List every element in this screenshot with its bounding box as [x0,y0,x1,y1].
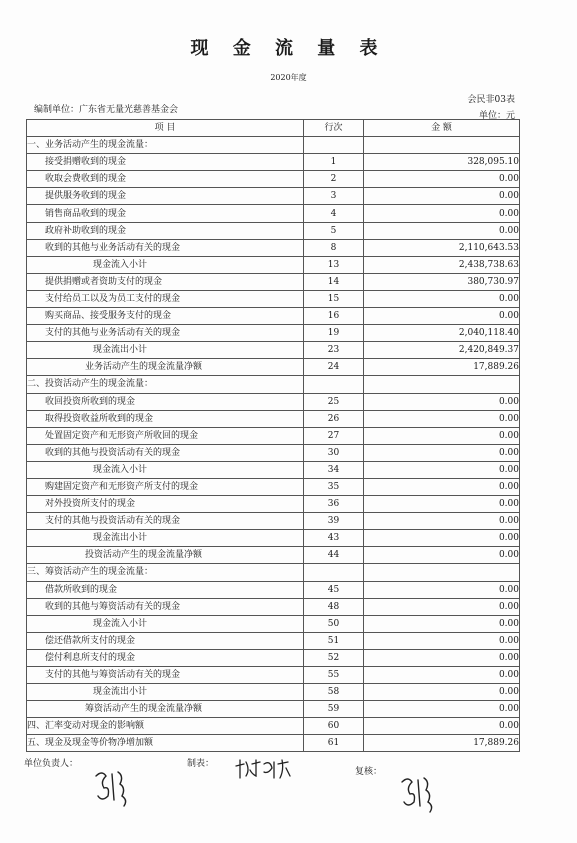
table-row [27,273,520,290]
table-row [27,325,520,342]
row-item-label: 现金流入小计 [27,461,304,478]
row-amount: 0.00 [364,290,520,307]
row-item-label: 处置固定资产和无形资产所收回的现金 [27,427,304,444]
row-amount: 0.00 [364,171,520,188]
row-amount [364,137,520,154]
row-amount: 0.00 [364,701,520,718]
row-line-number: 43 [304,530,364,547]
row-amount: 0.00 [364,410,520,427]
table-row [27,290,520,307]
table-row [27,410,520,427]
row-item-label: 收取会费收到的现金 [27,171,304,188]
row-amount: 0.00 [364,444,520,461]
row-amount: 0.00 [364,461,520,478]
row-line-number: 48 [304,598,364,615]
row-item-label: 接受捐赠收到的现金 [27,154,304,171]
row-line-number: 13 [304,256,364,273]
row-line-number: 50 [304,615,364,632]
table-row [27,649,520,666]
row-line-number: 58 [304,684,364,701]
table-row [27,496,520,513]
report-title: 现 金 流 量 表 [190,38,387,59]
row-amount: 328,095.10 [364,154,520,171]
row-line-number: 3 [304,188,364,205]
table-row [27,718,520,735]
table-row [27,256,520,273]
currency-unit: 单位：元 [478,111,515,121]
header-amount: 金 额 [364,120,520,137]
row-amount: 2,420,849.37 [364,342,520,359]
table-row [27,239,520,256]
table-row [27,632,520,649]
row-line-number: 25 [304,393,364,410]
row-amount: 0.00 [364,393,520,410]
table-row [27,461,520,478]
table-row [27,376,520,393]
row-line-number: 59 [304,701,364,718]
row-line-number: 36 [304,496,364,513]
row-item-label: 政府补助收到的现金 [27,222,304,239]
row-amount: 0.00 [364,427,520,444]
row-line-number: 8 [304,239,364,256]
row-item-label: 支付给员工以及为员工支付的现金 [27,290,304,307]
form-code: 会民非03表 [467,95,515,105]
row-amount: 0.00 [364,684,520,701]
row-amount: 0.00 [364,547,520,564]
table-row [27,154,520,171]
row-amount: 0.00 [364,718,520,735]
table-row [27,530,520,547]
row-item-label: 现金流入小计 [27,615,304,632]
row-line-number: 51 [304,632,364,649]
row-line-number [304,376,364,393]
row-amount: 0.00 [364,308,520,325]
row-item-label: 收到的其他与投资活动有关的现金 [27,444,304,461]
row-amount [364,564,520,581]
row-line-number: 19 [304,325,364,342]
row-amount: 380,730.97 [364,273,520,290]
row-amount: 0.00 [364,513,520,530]
row-item-label: 销售商品收到的现金 [27,205,304,222]
row-item-label: 支付的其他与筹资活动有关的现金 [27,667,304,684]
row-line-number: 52 [304,649,364,666]
row-line-number: 2 [304,171,364,188]
table-row [27,701,520,718]
table-row [27,547,520,564]
row-item-label: 收到的其他与业务活动有关的现金 [27,239,304,256]
row-line-number: 27 [304,427,364,444]
row-item-label: 借款所收到的现金 [27,581,304,598]
row-item-label: 筹资活动产生的现金流量净额 [27,701,304,718]
row-line-number: 23 [304,342,364,359]
row-amount: 2,438,738.63 [364,256,520,273]
table-row [27,188,520,205]
row-amount: 0.00 [364,581,520,598]
table-row [27,308,520,325]
header-item: 项 目 [27,120,304,137]
row-amount: 0.00 [364,222,520,239]
row-item-label: 偿付利息所支付的现金 [27,649,304,666]
row-amount: 0.00 [364,496,520,513]
manager-label: 单位负责人： [24,759,79,769]
row-amount: 0.00 [364,667,520,684]
table-row [27,393,520,410]
table-row [27,359,520,376]
row-line-number: 16 [304,308,364,325]
row-amount: 17,889.26 [364,359,520,376]
row-line-number: 60 [304,718,364,735]
row-line-number [304,564,364,581]
row-amount: 0.00 [364,188,520,205]
row-item-label: 提供捐赠或者资助支付的现金 [27,273,304,290]
reviewer-label: 复核： [355,767,383,777]
row-line-number: 15 [304,290,364,307]
row-line-number: 61 [304,735,364,752]
table-row [27,581,520,598]
row-amount [364,376,520,393]
table-row [27,735,520,752]
row-amount: 0.00 [364,478,520,495]
row-line-number [304,137,364,154]
row-item-label: 现金流入小计 [27,256,304,273]
row-item-label: 收回投资所收到的现金 [27,393,304,410]
row-amount: 0.00 [364,205,520,222]
row-line-number: 55 [304,667,364,684]
table-row [27,444,520,461]
row-line-number: 1 [304,154,364,171]
table-row [27,513,520,530]
row-amount: 0.00 [364,530,520,547]
table-row [27,427,520,444]
row-item-label: 取得投资收益所收到的现金 [27,410,304,427]
cash-flow-table [26,119,520,752]
row-item-label: 三、筹资活动产生的现金流量： [27,564,304,581]
table-row [27,667,520,684]
row-line-number: 45 [304,581,364,598]
row-amount: 2,110,643.53 [364,239,520,256]
row-line-number: 39 [304,513,364,530]
row-item-label: 现金流出小计 [27,342,304,359]
row-line-number: 44 [304,547,364,564]
table-row [27,684,520,701]
row-item-label: 购建固定资产和无形资产所支付的现金 [27,478,304,495]
row-item-label: 提供服务收到的现金 [27,188,304,205]
row-item-label: 五、现金及现金等价物净增加额 [27,735,304,752]
row-item-label: 购买商品、接受服务支付的现金 [27,308,304,325]
row-line-number: 14 [304,273,364,290]
row-item-label: 投资活动产生的现金流量净额 [27,547,304,564]
row-item-label: 对外投资所支付的现金 [27,496,304,513]
row-item-label: 一、业务活动产生的现金流量： [27,137,304,154]
row-item-label: 二、投资活动产生的现金流量： [27,376,304,393]
row-line-number: 4 [304,205,364,222]
preparer-signature [234,758,292,780]
row-item-label: 偿还借款所支付的现金 [27,632,304,649]
row-line-number: 5 [304,222,364,239]
report-year: 2020年度 [270,73,307,82]
table-row [27,137,520,154]
table-body [27,137,520,752]
row-amount: 0.00 [364,598,520,615]
row-item-label: 业务活动产生的现金流量净额 [27,359,304,376]
row-item-label: 现金流出小计 [27,530,304,547]
header-line-no: 行次 [304,120,364,137]
preparer-label: 制表： [187,759,215,769]
row-item-label: 支付的其他与业务活动有关的现金 [27,325,304,342]
row-line-number: 26 [304,410,364,427]
row-line-number: 30 [304,444,364,461]
table-row [27,615,520,632]
row-line-number: 35 [304,478,364,495]
row-item-label: 现金流出小计 [27,684,304,701]
manager-signature [92,766,132,808]
row-line-number: 24 [304,359,364,376]
table-row [27,171,520,188]
table-header-row [27,120,520,137]
row-amount: 17,889.26 [364,735,520,752]
row-amount: 0.00 [364,632,520,649]
table-row [27,478,520,495]
row-amount: 0.00 [364,649,520,666]
table-row [27,342,520,359]
reporting-organization: 编制单位：广东省无量光慈善基金会 [34,105,179,115]
reviewer-signature [398,772,438,814]
row-amount: 0.00 [364,615,520,632]
table-row [27,222,520,239]
row-item-label: 收到的其他与筹资活动有关的现金 [27,598,304,615]
row-amount: 2,040,118.40 [364,325,520,342]
table-row [27,564,520,581]
table-row [27,205,520,222]
row-item-label: 四、汇率变动对现金的影响额 [27,718,304,735]
row-line-number: 34 [304,461,364,478]
table-row [27,598,520,615]
row-item-label: 支付的其他与投资活动有关的现金 [27,513,304,530]
